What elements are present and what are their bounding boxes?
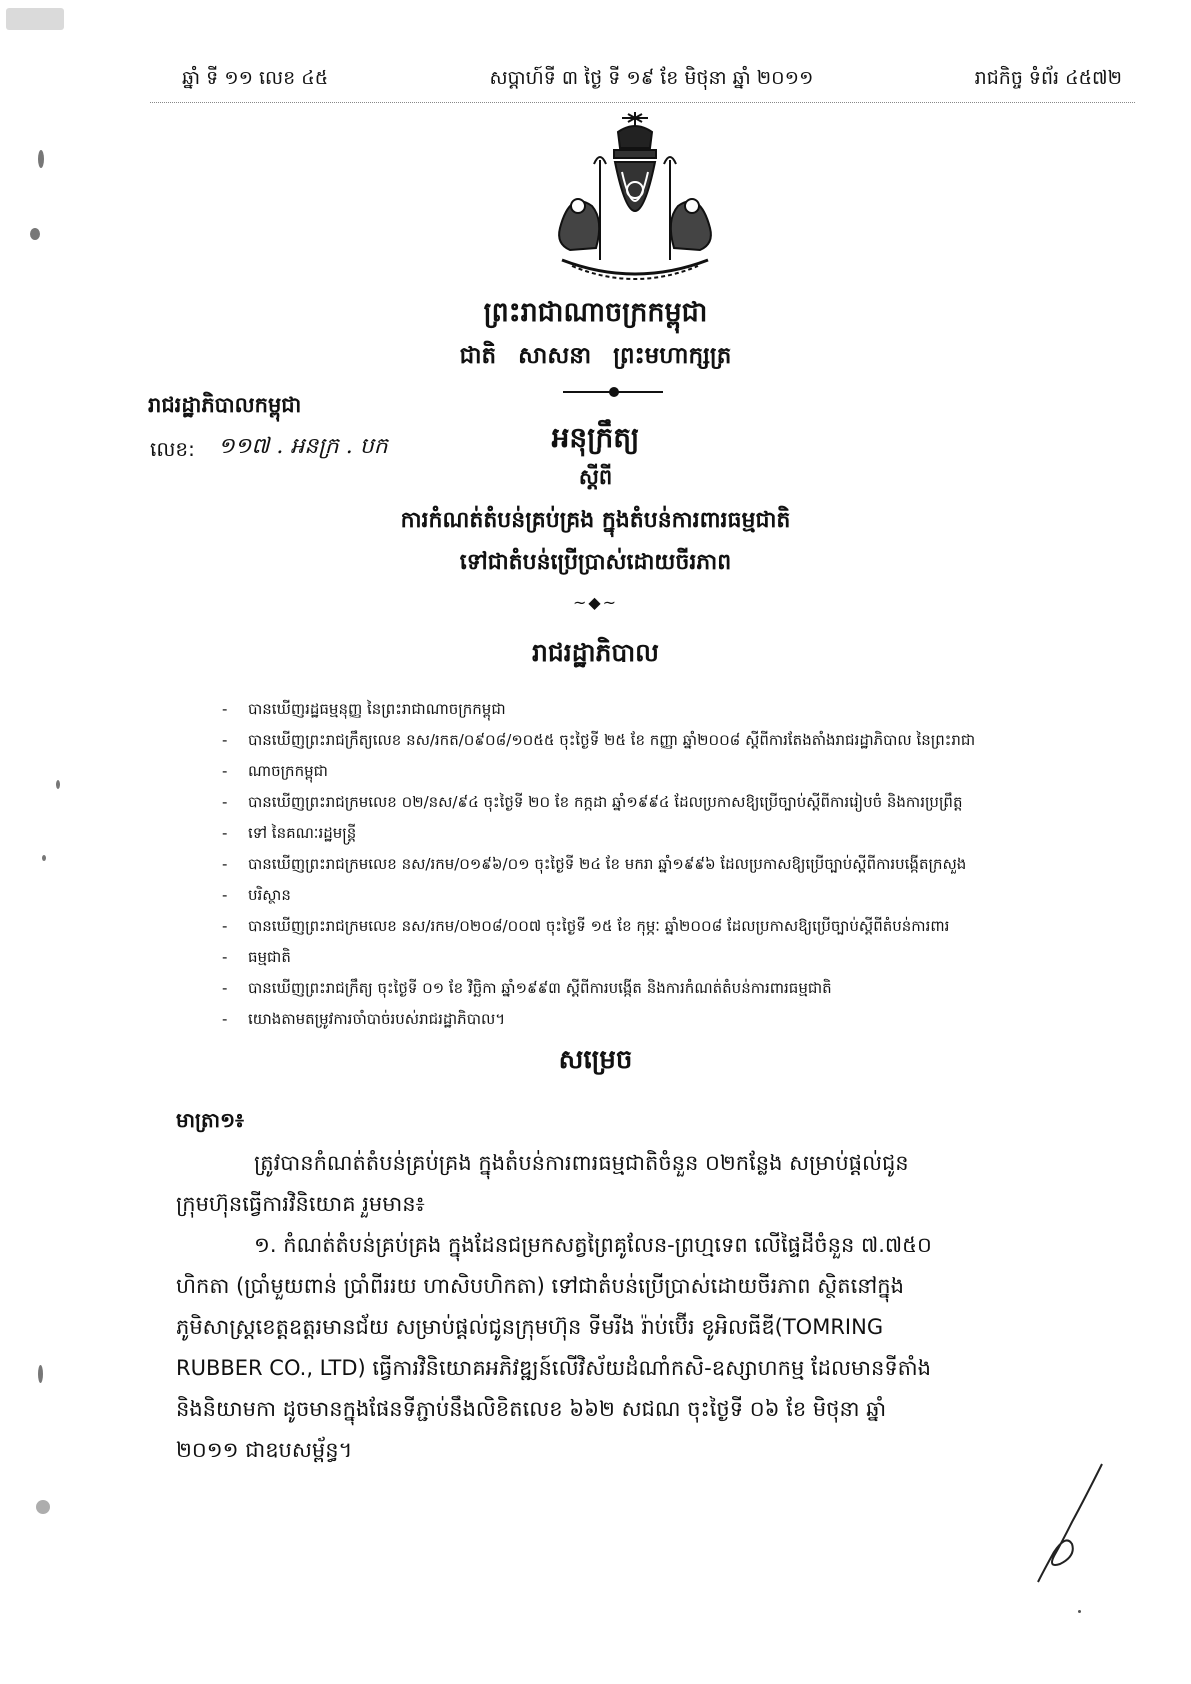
visa-item-continuation: - ធម្មជាតិ: [222, 942, 1117, 973]
royal-arms-emblem: [552, 110, 718, 282]
visas-list: [222, 694, 1117, 1035]
visa-item: - បានឃើញព្រះរាជក្រមលេខ ០២/នស/៩៤ ចុះថ្ងៃទី ២០ ខែ កក្កដា ឆ្នាំ១៩៩៤ ដែលប្រកាសឱ្យប្រើច្បាប់ស្តីពីការរៀបចំ និងការប្រព្រឹត្ត: [222, 787, 1117, 818]
article-1-line: ២០១១ ជាឧបសម្ព័ន្ធ។: [176, 1438, 353, 1462]
separator-dot: [609, 387, 619, 397]
scan-speck: [56, 780, 60, 789]
article-1-line: ១. កំណត់តំបន់គ្រប់គ្រង ក្នុងដែនជម្រកសត្វព្រៃគូលែន-ព្រហ្មទេព លើផ្ទៃដីចំនួន ៧.៧៥០: [254, 1233, 932, 1257]
decree-about: ស្តីពី: [578, 465, 613, 489]
decree-type: អនុក្រឹត្យ: [551, 421, 640, 454]
article-1-line: RUBBER CO., LTD) ធ្វើការវិនិយោគអភិវឌ្ឍន៍លើវិស័យដំណាំកសិ-ឧស្សាហកម្ម ដែលមានទីតាំង: [176, 1356, 931, 1380]
visa-item-continuation: - ណាចក្រកម្ពុជា: [222, 756, 1117, 787]
decree-subject-line-2: ទៅជាតំបន់ប្រើប្រាស់ដោយចីរភាព: [459, 550, 732, 575]
article-1-line: ហិកតា (ប្រាំមួយពាន់ ប្រាំពីររយ ហាសិបហិកតា) ទៅជាតំបន់ប្រើប្រាស់ដោយចីរភាព ស្ថិតនៅក្នុង: [176, 1274, 904, 1298]
article-1-line: ភូមិសាស្ត្រខេត្តឧត្តរមានជ័យ សម្រាប់ផ្តល់ជូនក្រុមហ៊ុន ទីមរីង រ៉ាប់ប៊ើរ ខូអិលធីឌី(TOMRING: [176, 1315, 884, 1339]
issuing-authority: រាជរដ្ឋាភិបាល: [532, 638, 659, 667]
visa-item: - បានឃើញព្រះរាជក្រមលេខ នស/រកម/០២០៨/០០៧ ចុះថ្ងៃទី ១៥ ខែ កុម្ភៈ ឆ្នាំ២០០៨ ដែលប្រកាសឱ្យប្រើច្បាប់ស្តីពីតំបន់ការពារ: [222, 911, 1117, 942]
gazette-page-number: រាជកិច្ច ទំព័រ ៤៥៧២: [974, 67, 1122, 89]
issue-date: សប្តាហ៍ទី ៣ ថ្ងៃ ទី ១៩ ខែ មិថុនា ឆ្នាំ ២០១១: [489, 67, 814, 89]
article-1-title: មាត្រា១៖: [176, 1108, 244, 1132]
article-1-line: ត្រូវបានកំណត់តំបន់គ្រប់គ្រង ក្នុងតំបន់ការពារធម្មជាតិចំនួន ០២កន្លែង សម្រាប់ផ្តល់ជូន: [254, 1151, 909, 1175]
visa-item: - បានឃើញព្រះរាជក្រឹត្យលេខ នស/រកត/០៩០៨/១០៥៥ ចុះថ្ងៃទី ២៥ ខែ កញ្ញា ឆ្នាំ២០០៨ ស្តីពីការតែងតាំងរាជរដ្ឋាភិបាល នៃព្រះរាជា: [222, 725, 1117, 756]
gazette-header: [182, 66, 1122, 94]
scan-dot: [1078, 1610, 1081, 1613]
national-motto: ជាតិ សាសនា ព្រះមហាក្សត្រ: [459, 343, 732, 369]
article-1-line: និងនិយាមកា ដូចមានក្នុងផែនទីភ្ជាប់នឹងលិខិតលេខ ៦៦២ សជណ ចុះថ្ងៃទី ០៦ ខែ មិថុនា ឆ្នាំ: [176, 1397, 887, 1421]
issue-number: ឆ្នាំ ទី ១១ លេខ ៤៥: [182, 67, 329, 89]
scan-speck: [38, 150, 44, 168]
scan-speck: [42, 855, 46, 861]
visa-item-continuation: - ទៅ នៃគណៈរដ្ឋមន្ត្រី: [222, 818, 1117, 849]
decree-number-value: ១១៧ . អនក្រ . បក: [218, 434, 388, 459]
decision-heading: សម្រេច: [558, 1045, 633, 1075]
visa-item-continuation: - បរិស្ថាន: [222, 880, 1117, 911]
decree-subject-line-1: ការកំណត់តំបន់គ្រប់គ្រង ក្នុងតំបន់ការពារធម្មជាតិ: [400, 508, 791, 533]
visa-item: - បានឃើញព្រះរាជក្រមលេខ នស/រកម/០១៩៦/០១ ចុះថ្ងៃទី ២៤ ខែ មករា ឆ្នាំ១៩៩៦ ដែលប្រកាសឱ្យប្រើច្បាប់ស្តីពីការបង្កើតក្រសួង: [222, 849, 1117, 880]
decree-number-label: លេខ:: [150, 437, 195, 461]
scan-speck: [30, 228, 40, 240]
scan-speck: [38, 1365, 43, 1383]
scan-speck: [6, 8, 64, 30]
ornament-divider: ~◆~: [572, 593, 619, 612]
article-1-line: ក្រុមហ៊ុនធ្វើការវិនិយោគ រួមមាន៖: [176, 1192, 425, 1216]
kingdom-title: ព្រះរាជាណាចក្រកម្ពុជា: [483, 297, 708, 328]
scan-speck: [36, 1500, 50, 1514]
visa-item: - យោងតាមតម្រូវការចាំបាច់របស់រាជរដ្ឋាភិបាល។: [222, 1004, 1117, 1035]
issuer-name: រាជរដ្ឋាភិបាលកម្ពុជា: [148, 393, 302, 417]
visa-item: - បានឃើញរដ្ឋធម្មនុញ្ញ នៃព្រះរាជាណាចក្រកម្ពុជា: [222, 694, 1117, 725]
visa-item: - បានឃើញព្រះរាជក្រឹត្យ ចុះថ្ងៃទី ០១ ខែ វិច្ឆិកា ឆ្នាំ១៩៩៣ ស្តីពីការបង្កើត និងការកំណត់តំបន់ការពារធម្មជាតិ: [222, 973, 1117, 1004]
handwritten-initial: [1032, 1460, 1112, 1585]
header-rule: [150, 102, 1135, 103]
